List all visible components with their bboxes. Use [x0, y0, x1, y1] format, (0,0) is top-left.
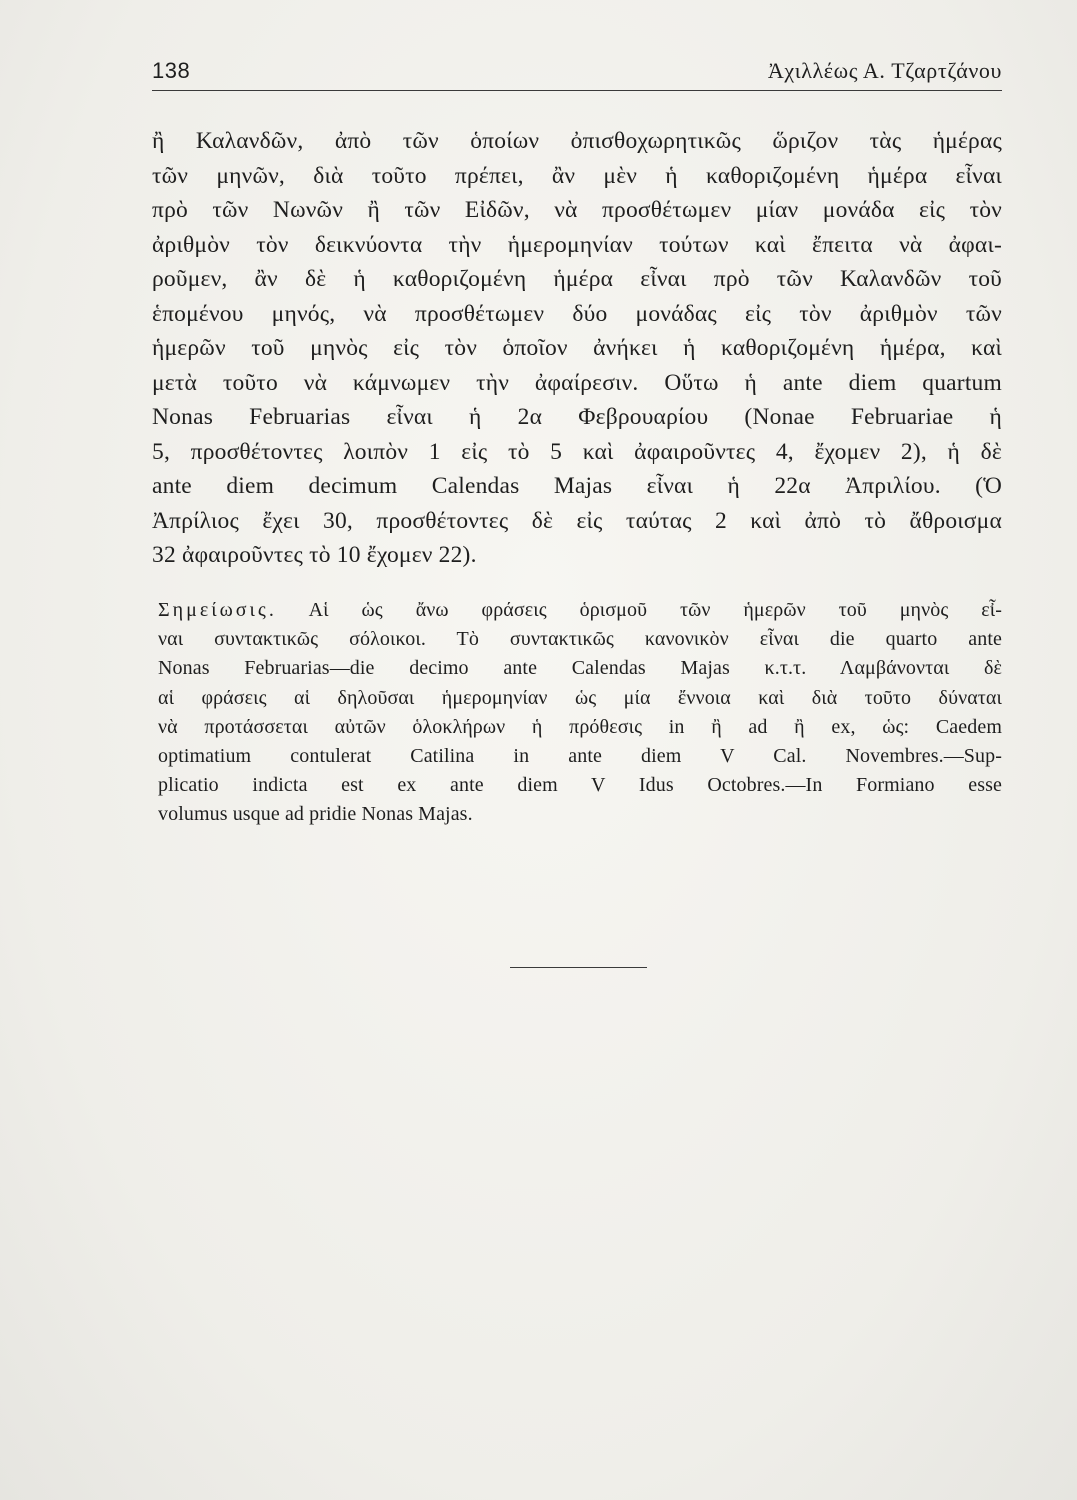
- text-line: 32 ἀφαιροῦντες τὸ 10 ἔχομεν 22).: [152, 542, 477, 568]
- text-line: 5, προσθέτοντες λοιπὸν 1 εἰς τὸ 5 καὶ ἀφαιροῦντες 4, ἔχομεν 2), ἡ δὲ: [152, 438, 1002, 465]
- main-paragraph: [152, 124, 1002, 573]
- note-line: αἱ φράσεις αἱ δηλοῦσαι ἡμερομηνίαν ὡς μία ἔννοια καὶ διὰ τοῦτο δύναται: [158, 686, 1002, 709]
- page-header: [152, 54, 1002, 91]
- text-line: ante diem decimum Calendas Majas εἶναι ἡ 22α Ἀπριλίου. (Ὁ: [152, 473, 1002, 499]
- note-paragraph: [158, 596, 1002, 830]
- text-line: μετὰ τοῦτο νὰ κάμνωμεν τὴν ἀφαίρεσιν. Οὕτω ἡ ante diem quartum: [152, 369, 1002, 396]
- text-line: τῶν μηνῶν, διὰ τοῦτο πρέπει, ἂν μὲν ἡ καθοριζομένη ἡμέρα εἶναι: [152, 162, 1002, 189]
- note-line: optimatium contulerat Catilina in ante diem V Cal. Novembres.—Sup-: [158, 744, 1002, 767]
- text-line: ἑπομένου μηνός, νὰ προσθέτωμεν δύο μονάδας εἰς τὸν ἀριθμὸν τῶν: [152, 300, 1002, 327]
- text-line: πρὸ τῶν Νωνῶν ἢ τῶν Εἰδῶν, νὰ προσθέτωμεν μίαν μονάδα εἰς τὸν: [152, 197, 1002, 223]
- note-line: νὰ προτάσσεται αὐτῶν ὁλοκλήρων ἡ πρόθεσις in ἢ ad ἢ ex, ὡς: Caedem: [158, 715, 1002, 738]
- text-line: ροῦμεν, ἂν δὲ ἡ καθοριζομένη ἡμέρα εἶναι πρὸ τῶν Καλανδῶν τοῦ: [152, 266, 1002, 292]
- text-line: ἀριθμὸν τὸν δεικνύοντα τὴν ἡμερομηνίαν τούτων καὶ ἔπειτα νὰ ἀφαι-: [152, 231, 1002, 258]
- text-line: ἡμερῶν τοῦ μηνὸς εἰς τὸν ὁποῖον ἀνήκει ἡ καθοριζομένη ἡμέρα, καὶ: [152, 335, 1002, 361]
- text-line: ἢ Καλανδῶν, ἀπὸ τῶν ὁποίων ὀπισθοχωρητικῶς ὥριζον τὰς ἡμέρας: [152, 128, 1002, 154]
- text-line: Ἀπρίλιος ἔχει 30, προσθέτοντες δὲ εἰς ταύτας 2 καὶ ἀπὸ τὸ ἄθροισμα: [152, 507, 1002, 534]
- note-line: [158, 596, 1002, 625]
- note-first-line-text: Αἱ ὡς ἄνω φράσεις ὁρισμοῦ τῶν ἡμερῶν τοῦ μηνὸς εἶ-: [308, 599, 1002, 621]
- note-line: Nonas Februarias—die decimo ante Calendas Majas κ.τ.τ. Λαμβάνονται δὲ: [158, 657, 1002, 680]
- note-line: ναι συντακτικῶς σόλοικοι. Τὸ συντακτικῶς κανονικὸν εἶναι die quarto ante: [158, 628, 1002, 651]
- note-label: Σημείωσις.: [158, 599, 277, 621]
- running-head: Ἀχιλλέως Α. Τζαρτζάνου: [767, 58, 1002, 83]
- note-line: plicatio indicta est ex ante diem V Idus Octobres.—In Formiano esse: [158, 774, 1002, 797]
- text-line: Nonas Februarias εἶναι ἡ 2α Φεβρουαρίου (Nonae Februariae ἡ: [152, 404, 1002, 430]
- section-end-rule: [510, 967, 647, 968]
- page-number: 138: [152, 58, 191, 83]
- note-line: volumus usque ad pridie Nonas Majas.: [158, 803, 473, 826]
